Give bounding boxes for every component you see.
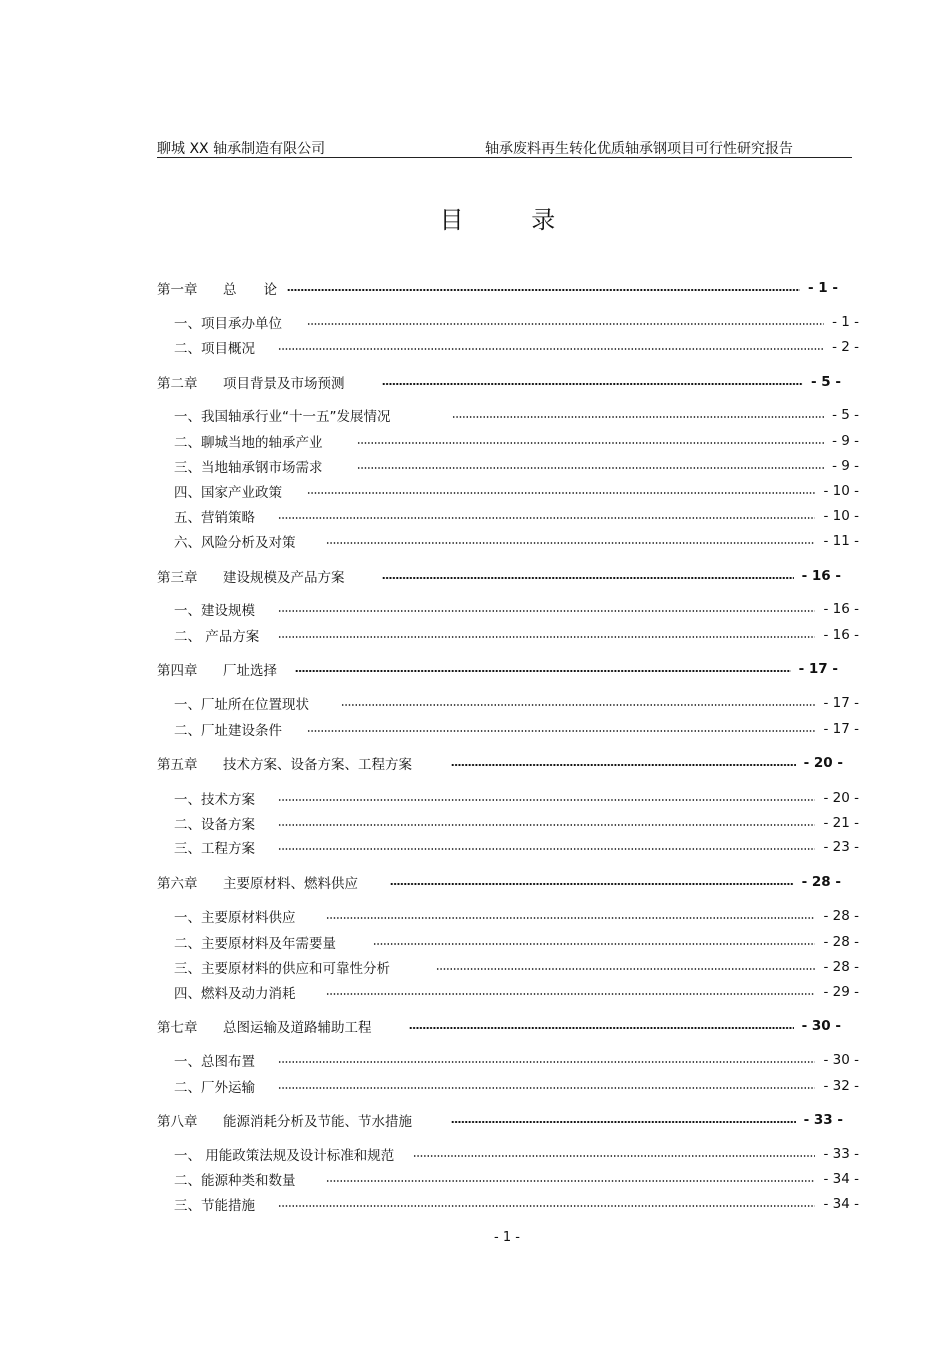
toc-section-8-3-title: 节能措施 xyxy=(201,1198,255,1214)
toc-chapter-3-page: - 16 - xyxy=(801,568,841,584)
toc-section-6-1[interactable] xyxy=(174,906,859,926)
toc-chapter-4-dot-leader xyxy=(295,670,791,673)
toc-section-8-3-dot-leader xyxy=(278,1205,815,1207)
toc-section-5-2[interactable] xyxy=(174,813,859,833)
toc-chapter-4-title: 厂址选择 xyxy=(223,663,277,679)
toc-section-7-1-dot-leader xyxy=(278,1061,815,1063)
toc-section-1-1-number: 一、 xyxy=(174,316,201,332)
toc-section-2-5-number: 五、 xyxy=(174,510,201,526)
toc-section-4-2-label xyxy=(174,719,299,739)
toc-section-8-1-title: 用能政策法规及设计标准和规范 xyxy=(201,1148,395,1164)
toc-section-3-1-page: - 16 - xyxy=(823,601,859,617)
toc-section-3-2-dot-leader xyxy=(278,636,815,638)
toc-chapter-4-label xyxy=(157,659,287,679)
toc-chapter-6-number: 第六章 xyxy=(157,876,198,892)
toc-section-2-4-label xyxy=(174,481,299,501)
toc-section-3-1-dot-leader xyxy=(278,610,815,612)
toc-section-2-5-dot-leader xyxy=(278,517,815,519)
toc-chapter-8-dot-leader xyxy=(451,1121,796,1124)
toc-section-2-5-label xyxy=(174,506,270,526)
toc-section-1-2-label xyxy=(174,337,270,357)
toc-section-1-1-title: 项目承办单位 xyxy=(201,316,282,332)
toc-section-8-3-label xyxy=(174,1194,270,1214)
toc-section-1-1-page: - 1 - xyxy=(832,314,859,330)
toc-section-6-4[interactable] xyxy=(174,982,859,1002)
toc-section-2-2-label xyxy=(174,431,349,451)
toc-section-2-2-number: 二、 xyxy=(174,435,201,451)
toc-chapter-1-dot-leader xyxy=(287,289,800,292)
toc-section-3-1-title: 建设规模 xyxy=(201,603,255,619)
toc-section-6-2[interactable] xyxy=(174,932,859,952)
toc-section-5-2-label xyxy=(174,813,270,833)
toc-section-3-2-number: 二、 xyxy=(174,629,201,645)
toc-chapter-2-dot-leader xyxy=(382,383,803,386)
toc-section-3-2-label xyxy=(174,625,270,645)
toc-section-5-2-dot-leader xyxy=(278,824,815,826)
toc-section-4-2-number: 二、 xyxy=(174,723,201,739)
toc-chapter-8-label xyxy=(157,1110,443,1130)
toc-section-7-2-page: - 32 - xyxy=(823,1078,859,1094)
toc-section-1-1-dot-leader xyxy=(307,323,824,325)
toc-section-8-3-page: - 34 - xyxy=(823,1196,859,1212)
toc-section-4-2-page: - 17 - xyxy=(823,721,859,737)
toc-section-5-1-page: - 20 - xyxy=(823,790,859,806)
toc-section-6-2-label xyxy=(174,932,365,952)
toc-section-5-3[interactable] xyxy=(174,837,859,857)
toc-section-2-5-page: - 10 - xyxy=(823,508,859,524)
toc-chapter-7-title: 总图运输及道路辅助工程 xyxy=(223,1020,372,1036)
toc-chapter-1[interactable] xyxy=(157,278,838,298)
toc-section-5-3-title: 工程方案 xyxy=(201,841,255,857)
toc-section-2-5[interactable] xyxy=(174,506,859,526)
toc-chapter-3-dot-leader xyxy=(382,577,794,580)
toc-section-2-6-dot-leader xyxy=(326,542,815,544)
toc-section-2-1-dot-leader xyxy=(452,416,824,418)
toc-chapter-2-page: - 5 - xyxy=(811,374,841,390)
toc-section-2-6-label xyxy=(174,531,318,551)
toc-section-6-1-number: 一、 xyxy=(174,910,201,926)
toc-chapter-4[interactable] xyxy=(157,659,838,679)
toc-section-6-3[interactable] xyxy=(174,957,859,977)
toc-chapter-7-label xyxy=(157,1016,401,1036)
toc-section-2-2-dot-leader xyxy=(357,442,824,444)
toc-section-5-3-number: 三、 xyxy=(174,841,201,857)
toc-section-2-1[interactable] xyxy=(174,405,859,425)
toc-section-4-2-title: 厂址建设条件 xyxy=(201,723,282,739)
toc-section-7-2-number: 二、 xyxy=(174,1080,201,1096)
toc-section-6-3-number: 三、 xyxy=(174,961,201,977)
toc-section-8-1-label xyxy=(174,1144,405,1164)
toc-section-5-2-number: 二、 xyxy=(174,817,201,833)
page-header xyxy=(157,138,852,158)
toc-section-8-2-title: 能源种类和数量 xyxy=(201,1173,296,1189)
page-number: - 1 - xyxy=(494,1230,520,1245)
toc-chapter-1-page: - 1 - xyxy=(808,280,838,296)
toc-section-2-2-title: 聊城当地的轴承产业 xyxy=(201,435,323,451)
toc-section-6-4-label xyxy=(174,982,318,1002)
toc-chapter-8-title: 能源消耗分析及节能、节水措施 xyxy=(223,1114,412,1130)
toc-section-6-1-page: - 28 - xyxy=(823,908,859,924)
toc-section-8-2-number: 二、 xyxy=(174,1173,201,1189)
toc-section-4-1-page: - 17 - xyxy=(823,695,859,711)
toc-section-6-4-number: 四、 xyxy=(174,986,201,1002)
toc-chapter-7-page: - 30 - xyxy=(801,1018,841,1034)
toc-section-5-3-page: - 23 - xyxy=(823,839,859,855)
toc-chapter-8[interactable] xyxy=(157,1110,843,1130)
toc-section-1-2-title: 项目概况 xyxy=(201,341,255,357)
toc-chapter-5-title: 技术方案、设备方案、工程方案 xyxy=(223,757,412,773)
toc-section-5-2-title: 设备方案 xyxy=(201,817,255,833)
header-report-title: 轴承废料再生转化优质轴承钢项目可行性研究报告 xyxy=(485,141,793,157)
toc-section-8-2-page: - 34 - xyxy=(823,1171,859,1187)
toc-chapter-2-number: 第二章 xyxy=(157,376,198,392)
toc-section-1-2-page: - 2 - xyxy=(832,339,859,355)
toc-chapter-3-title: 建设规模及产品方案 xyxy=(223,570,345,586)
toc-chapter-5-number: 第五章 xyxy=(157,757,198,773)
toc-section-2-6[interactable] xyxy=(174,531,859,551)
toc-section-8-1-page: - 33 - xyxy=(823,1146,859,1162)
toc-section-2-3-page: - 9 - xyxy=(832,458,859,474)
toc-section-6-2-number: 二、 xyxy=(174,936,201,952)
toc-section-7-2-title: 厂外运输 xyxy=(201,1080,255,1096)
toc-chapter-3-number: 第三章 xyxy=(157,570,198,586)
toc-section-8-2-dot-leader xyxy=(326,1180,815,1182)
toc-chapter-8-page: - 33 - xyxy=(803,1112,843,1128)
toc-chapter-1-number: 第一章 xyxy=(157,282,198,298)
toc-section-2-5-title: 营销策略 xyxy=(201,510,255,526)
toc-section-6-1-title: 主要原材料供应 xyxy=(201,910,296,926)
toc-section-1-1-label xyxy=(174,312,299,332)
toc-section-6-3-dot-leader xyxy=(436,968,815,970)
toc-section-2-3-label xyxy=(174,456,349,476)
toc-section-4-2-dot-leader xyxy=(307,730,815,732)
toc-chapter-1-label xyxy=(157,278,279,298)
toc-section-1-2-dot-leader xyxy=(278,348,824,350)
toc-section-5-3-label xyxy=(174,837,270,857)
toc-section-3-1-label xyxy=(174,599,270,619)
toc-chapter-4-number: 第四章 xyxy=(157,663,198,679)
toc-section-8-3-number: 三、 xyxy=(174,1198,201,1214)
toc-section-4-1-dot-leader xyxy=(341,704,815,706)
toc-section-2-1-page: - 5 - xyxy=(832,407,859,423)
toc-chapter-8-number: 第八章 xyxy=(157,1114,198,1130)
toc-section-1-1[interactable] xyxy=(174,312,859,332)
toc-section-7-1-label xyxy=(174,1050,270,1070)
toc-section-8-1-dot-leader xyxy=(413,1155,815,1157)
toc-section-7-2-dot-leader xyxy=(278,1087,815,1089)
toc-section-6-2-title: 主要原材料及年需要量 xyxy=(201,936,336,952)
toc-section-1-2-number: 二、 xyxy=(174,341,201,357)
toc-section-2-2[interactable] xyxy=(174,431,859,451)
toc-chapter-6[interactable] xyxy=(157,872,841,892)
toc-section-3-2-page: - 16 - xyxy=(823,627,859,643)
toc-section-2-1-number: 一、 xyxy=(174,409,201,425)
toc-section-7-2[interactable] xyxy=(174,1076,859,1096)
toc-section-5-1-dot-leader xyxy=(278,799,815,801)
toc-chapter-3-label xyxy=(157,566,374,586)
toc-section-2-3[interactable] xyxy=(174,456,859,476)
toc-section-4-1[interactable] xyxy=(174,693,859,713)
toc-section-2-1-title: 我国轴承行业“十一五”发展情况 xyxy=(201,409,391,425)
toc-chapter-2-title: 项目背景及市场预测 xyxy=(223,376,345,392)
toc-section-6-2-dot-leader xyxy=(373,943,815,945)
toc-section-6-3-title: 主要原材料的供应和可靠性分析 xyxy=(201,961,390,977)
toc-section-7-1-page: - 30 - xyxy=(823,1052,859,1068)
toc-section-4-2[interactable] xyxy=(174,719,859,739)
toc-section-6-3-page: - 28 - xyxy=(823,959,859,975)
toc-chapter-6-dot-leader xyxy=(390,883,794,886)
toc-chapter-5[interactable] xyxy=(157,753,843,773)
toc-section-8-2-label xyxy=(174,1169,318,1189)
toc-section-5-3-dot-leader xyxy=(278,848,815,850)
toc-section-6-3-label xyxy=(174,957,428,977)
toc-chapter-2[interactable] xyxy=(157,372,841,392)
toc-chapter-2-label xyxy=(157,372,374,392)
toc-section-5-1[interactable] xyxy=(174,788,859,808)
toc-section-1-2[interactable] xyxy=(174,337,859,357)
toc-section-6-1-dot-leader xyxy=(326,917,815,919)
toc-chapter-5-label xyxy=(157,753,443,773)
toc-chapter-7-dot-leader xyxy=(409,1027,794,1030)
toc-section-2-4[interactable] xyxy=(174,481,859,501)
toc-chapter-7-number: 第七章 xyxy=(157,1020,198,1036)
toc-section-2-4-page: - 10 - xyxy=(823,483,859,499)
toc-chapter-5-dot-leader xyxy=(451,764,796,767)
toc-section-6-2-page: - 28 - xyxy=(823,934,859,950)
toc-section-5-1-label xyxy=(174,788,270,808)
toc-section-2-1-label xyxy=(174,405,444,425)
toc-section-2-4-title: 国家产业政策 xyxy=(201,485,282,501)
toc-chapter-5-page: - 20 - xyxy=(803,755,843,771)
toc-section-7-1-number: 一、 xyxy=(174,1054,201,1070)
toc-section-2-3-dot-leader xyxy=(357,467,824,469)
toc-section-2-4-dot-leader xyxy=(307,492,815,494)
toc-section-2-4-number: 四、 xyxy=(174,485,201,501)
toc-section-2-3-number: 三、 xyxy=(174,460,201,476)
toc-section-2-2-page: - 9 - xyxy=(832,433,859,449)
toc-section-2-3-title: 当地轴承钢市场需求 xyxy=(201,460,323,476)
toc-chapter-7[interactable] xyxy=(157,1016,841,1036)
toc-section-6-1-label xyxy=(174,906,318,926)
toc-section-3-2-title: 产品方案 xyxy=(201,629,260,645)
toc-section-7-1[interactable] xyxy=(174,1050,859,1070)
toc-chapter-1-title: 总 论 xyxy=(223,282,277,298)
toc-section-6-4-dot-leader xyxy=(326,993,815,995)
toc-section-4-1-label xyxy=(174,693,333,713)
toc-section-3-1-number: 一、 xyxy=(174,603,201,619)
toc-section-7-2-label xyxy=(174,1076,270,1096)
toc-title: 目 录 xyxy=(439,206,586,234)
header-company: 聊城 XX 轴承制造有限公司 xyxy=(157,141,326,157)
toc-section-3-1[interactable] xyxy=(174,599,859,619)
toc-chapter-4-page: - 17 - xyxy=(798,661,838,677)
toc-chapter-6-page: - 28 - xyxy=(801,874,841,890)
toc-section-4-1-title: 厂址所在位置现状 xyxy=(201,697,309,713)
toc-section-8-1-number: 一、 xyxy=(174,1148,201,1164)
toc-section-5-2-page: - 21 - xyxy=(823,815,859,831)
toc-section-6-4-title: 燃料及动力消耗 xyxy=(201,986,296,1002)
toc-section-3-2[interactable] xyxy=(174,625,859,645)
toc-section-2-6-page: - 11 - xyxy=(823,533,859,549)
toc-section-2-6-number: 六、 xyxy=(174,535,201,551)
toc-section-6-4-page: - 29 - xyxy=(823,984,859,1000)
toc-section-5-1-title: 技术方案 xyxy=(201,792,255,808)
toc-section-8-2[interactable] xyxy=(174,1169,859,1189)
toc-section-5-1-number: 一、 xyxy=(174,792,201,808)
toc-section-8-3[interactable] xyxy=(174,1194,859,1214)
toc-section-4-1-number: 一、 xyxy=(174,697,201,713)
toc-chapter-3[interactable] xyxy=(157,566,841,586)
toc-section-2-6-title: 风险分析及对策 xyxy=(201,535,296,551)
toc-chapter-6-label xyxy=(157,872,382,892)
toc-section-7-1-title: 总图布置 xyxy=(201,1054,255,1070)
toc-section-8-1[interactable] xyxy=(174,1144,859,1164)
toc-chapter-6-title: 主要原材料、燃料供应 xyxy=(223,876,358,892)
